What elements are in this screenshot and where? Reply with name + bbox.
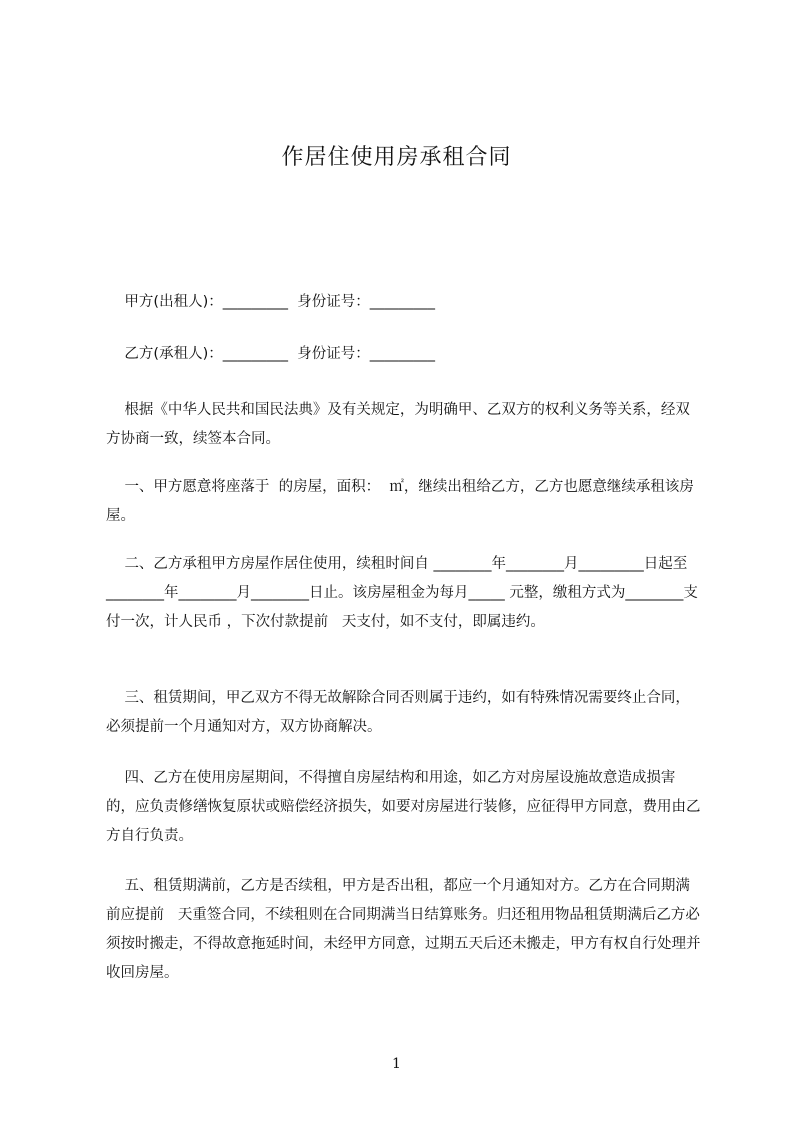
party-b-line: 乙方(承租人)：_________ 身份证号：_________ xyxy=(106,346,435,362)
party-a-line: 甲方(出租人)：_________ 身份证号：_________ xyxy=(106,294,435,310)
page-number: 1 xyxy=(392,1056,401,1072)
clause-4: 四、乙方在使用房屋期间，不得擅自房屋结构和用途，如乙方对房屋设施故意造成损害的，应负责修缮恢复原状或赔偿经济损失，如要对房屋进行装修，应征得甲方同意，费用由乙方自行负责。 xyxy=(106,770,701,844)
clause-1: 一、甲方愿意将座落于 的房屋，面积： ㎡，继续出租给乙方，乙方也愿意继续承租该房屋。 xyxy=(106,479,694,524)
clause-5: 五、租赁期满前，乙方是否续租，甲方是否出租，都应一个月通知对方。乙方在合同期满前应提前 天重签合同，不续租则在合同期满当日结算账务。归还租用物品租赁期满后乙方必须按时搬走，不得故意拖延时间，未经甲方同意，过期五天后还未搬走，甲方有权自行处理并收回房屋。 xyxy=(106,878,701,981)
clause-2: 二、乙方承租甲方房屋作居住使用，续租时间自 ________年________月_________日起至 ________年________月________日止。该房屋租金为每月_____ 元整，缴租方式为________支付一次，计人民币 ，下次付款提前 天支付，如不支付，即属违约。 xyxy=(106,556,702,630)
clause-3: 三、租赁期间，甲乙双方不得无故解除合同否则属于违约，如有特殊情况需要终止合同，必须提前一个月通知对方，双方协商解决。 xyxy=(106,690,690,735)
paragraph-intro: 根据《中华人民共和国民法典》及有关规定，为明确甲、乙双方的权利义务等关系，经双方协商一致，续签本合同。 xyxy=(106,402,690,447)
document-title: 作居住使用房承租合同 xyxy=(281,145,512,170)
